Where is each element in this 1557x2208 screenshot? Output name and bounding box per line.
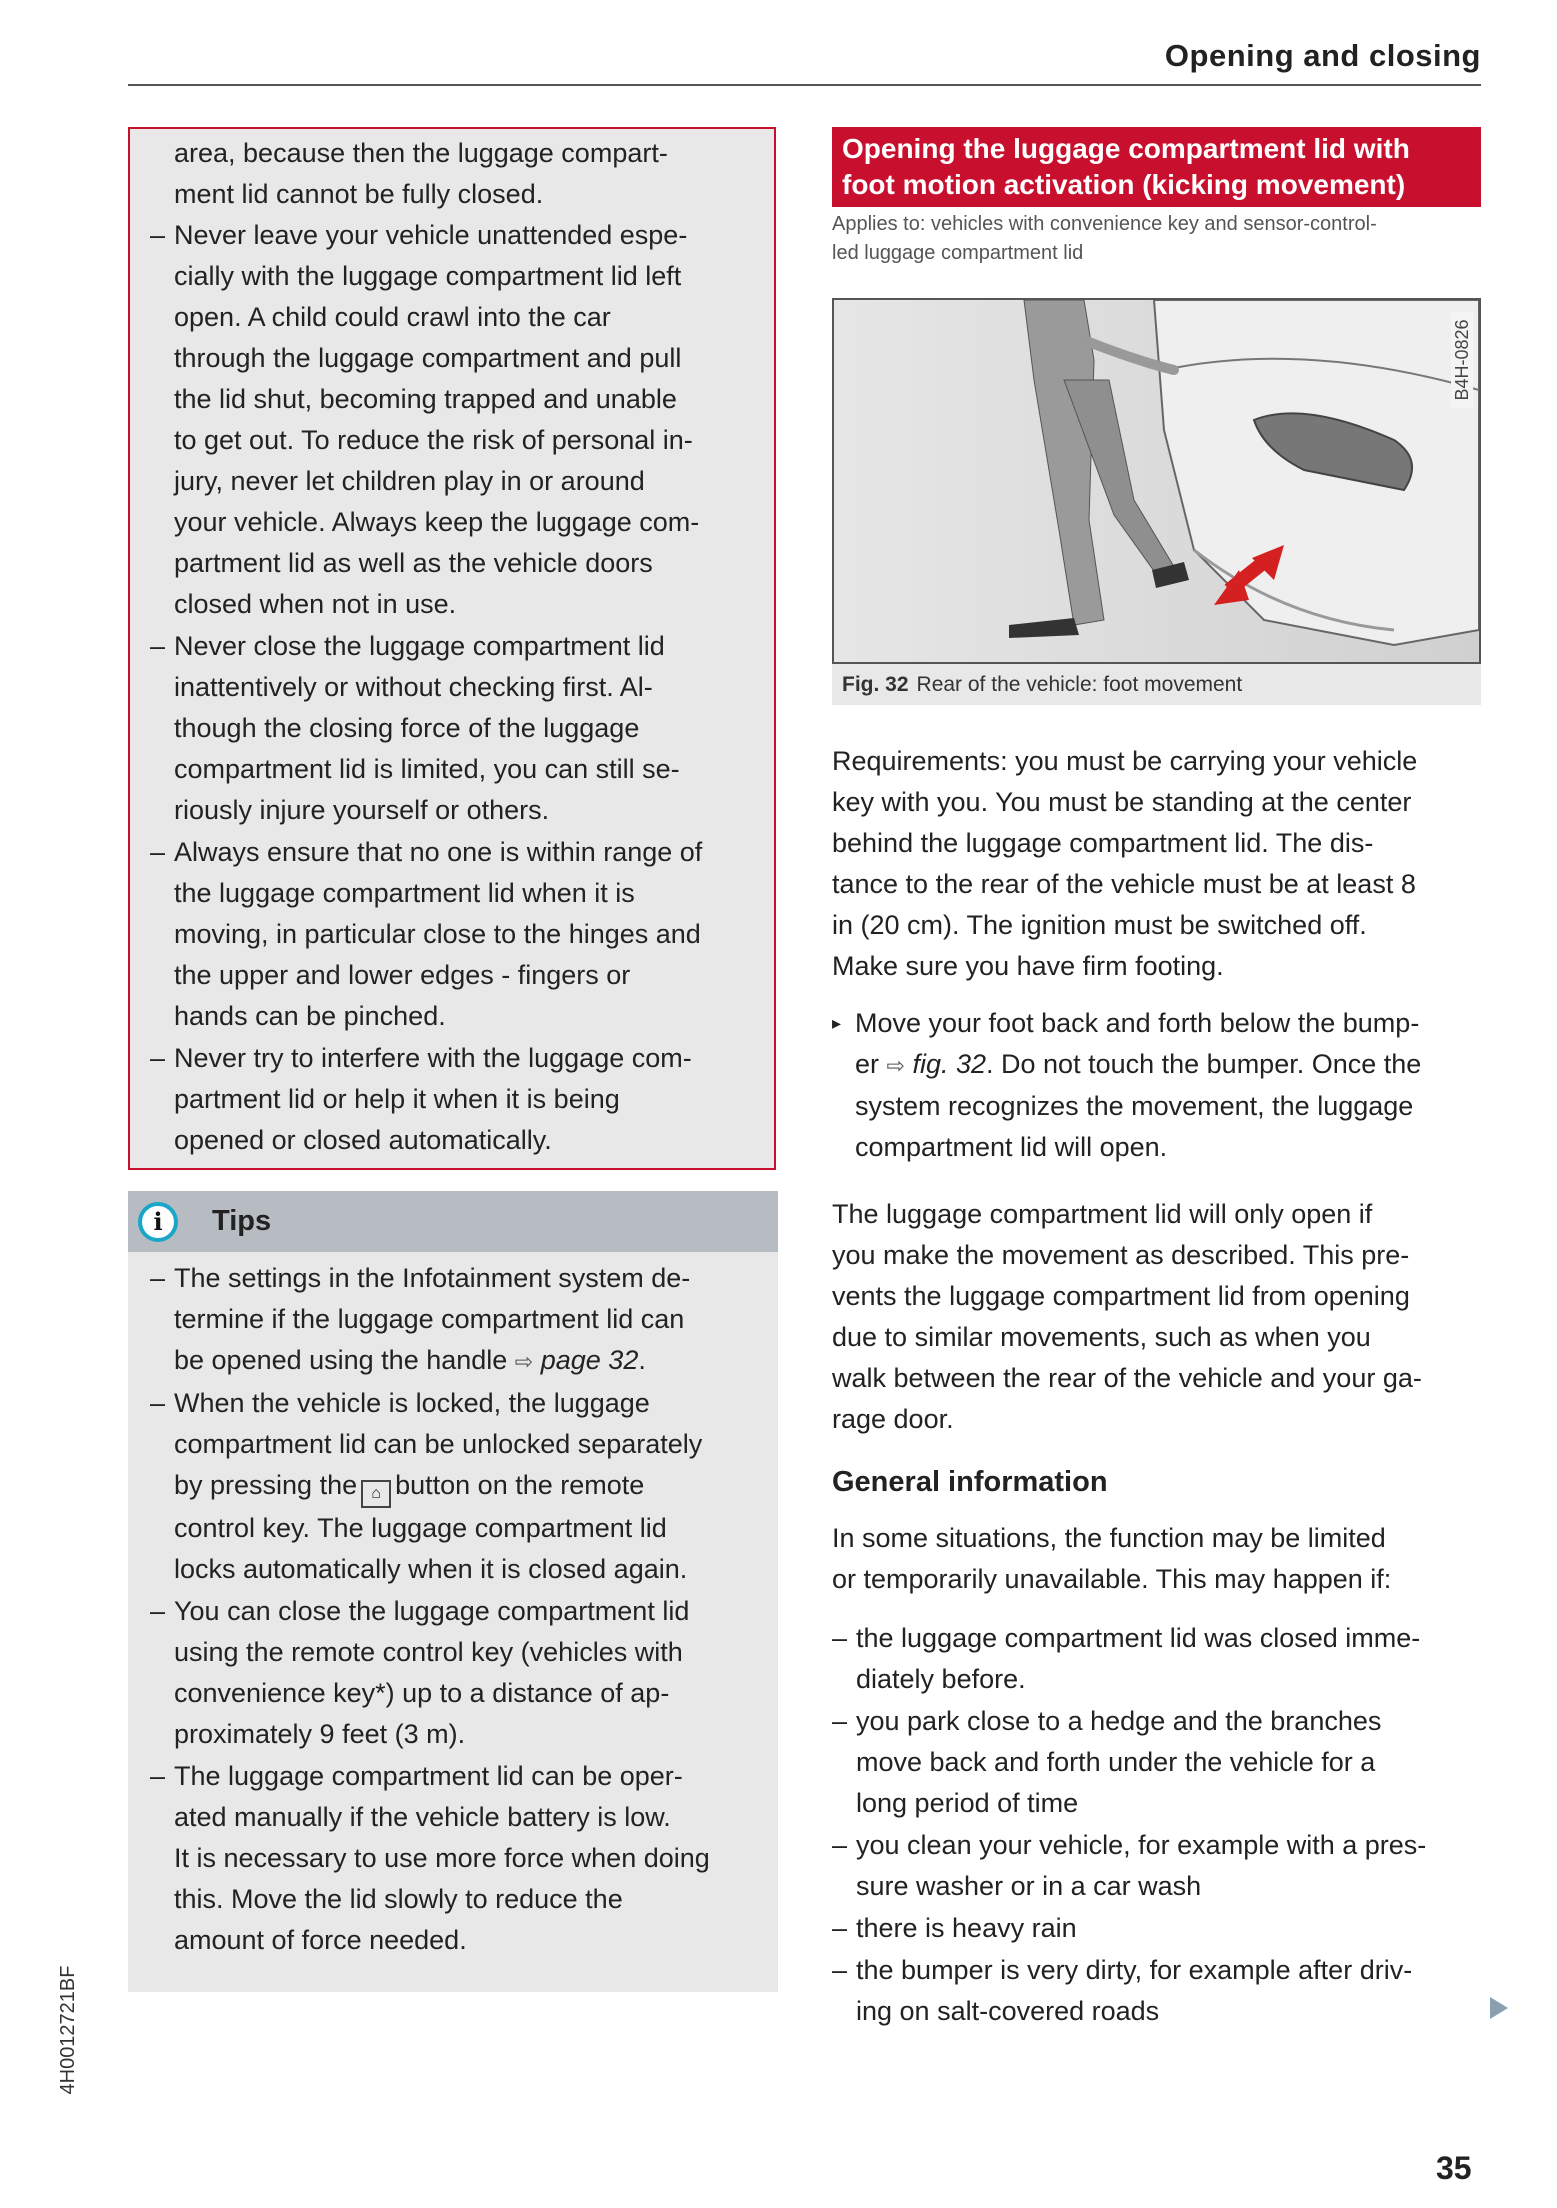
dash-marker: – (150, 631, 166, 661)
text-line: the bumper is very dirty, for example after driv- (856, 1955, 1413, 1985)
list-item-text (174, 626, 768, 831)
text-line (174, 1340, 772, 1382)
figure-caption-text: Rear of the vehicle: foot movement (916, 673, 1243, 696)
text-line: the lid shut, becoming trapped and unable (174, 384, 677, 414)
text-line: through the luggage compartment and pull (174, 343, 682, 373)
list-item-text (174, 832, 768, 1037)
text-line: locks automatically when it is closed again. (174, 1554, 688, 1584)
text-line: opened or closed automatically. (174, 1125, 552, 1155)
dash-marker: – (150, 1596, 166, 1626)
car-rear-foot-illustration (834, 300, 1479, 662)
note-paragraph (832, 1194, 1481, 1440)
text-line: Never close the luggage compartment lid (174, 631, 665, 661)
list-item (832, 1950, 1481, 2032)
text-line: You can close the luggage compartment lid (174, 1596, 690, 1626)
cross-reference: page 32 (533, 1345, 639, 1375)
list-item (150, 832, 768, 1037)
text-line: walk between the rear of the vehicle and your ga- (832, 1363, 1422, 1393)
tips-label: Tips (212, 1205, 272, 1237)
text-line (174, 1465, 772, 1508)
list-item (832, 1701, 1481, 1824)
list-item (150, 626, 768, 831)
text-line: In some situations, the function may be limited (832, 1523, 1386, 1553)
text-line: Never leave your vehicle unattended espe- (174, 220, 688, 250)
header-rule (128, 84, 1481, 86)
cross-reference: fig. 32 (904, 1049, 987, 1079)
step-text (855, 1003, 1421, 1168)
text-line: to get out. To reduce the risk of personal in- (174, 425, 693, 455)
text-line: control key. The luggage compartment lid (174, 1513, 667, 1543)
section-title (832, 127, 1481, 207)
dash-marker: – (832, 1623, 848, 1653)
text-line: you make the movement as described. This pre- (832, 1240, 1410, 1270)
warning-list (150, 215, 768, 1161)
text-line: hands can be pinched. (174, 1001, 446, 1031)
dash-marker: – (150, 837, 166, 867)
text-line: vents the luggage compartment lid from opening (832, 1281, 1410, 1311)
list-item-text (174, 215, 768, 625)
step-bullet-icon: ▸ (832, 1013, 842, 1033)
text-line: The luggage compartment lid can be oper- (174, 1761, 683, 1791)
dash-marker: – (150, 1388, 166, 1418)
text-line: Move your foot back and forth below the bump- (855, 1008, 1420, 1038)
text-line: rage door. (832, 1404, 954, 1434)
text-line: the luggage compartment lid when it is (174, 878, 635, 908)
list-item-text (856, 1908, 1481, 1949)
text-line: compartment lid can be unlocked separately (174, 1429, 703, 1459)
dash-marker: – (150, 1043, 166, 1073)
page-number: 35 (1436, 2150, 1472, 2186)
text-line: proximately 9 feet (3 m). (174, 1719, 466, 1749)
text-line: cially with the luggage compartment lid left (174, 261, 682, 291)
warning-continuation (150, 133, 768, 215)
list-item-text (174, 1756, 772, 1961)
text-segment: er (855, 1049, 887, 1079)
text-line: amount of force needed. (174, 1925, 467, 1955)
text-line: moving, in particular close to the hinges and (174, 919, 701, 949)
text-segment: button on the remote (395, 1470, 645, 1500)
text-line: the luggage compartment lid was closed imme- (856, 1623, 1421, 1653)
text-line: open. A child could crawl into the car (174, 302, 611, 332)
text-line: ing on salt-covered roads (856, 1996, 1160, 2026)
reference-arrow-icon: ⇨ (514, 1349, 534, 1374)
right-column (832, 127, 1481, 2033)
text-line: Never try to interfere with the luggage com- (174, 1043, 692, 1073)
list-item (150, 1258, 772, 1382)
text-line: compartment lid is limited, you can still se- (174, 754, 680, 784)
text-line: though the closing force of the luggage (174, 713, 640, 743)
text-line: When the vehicle is locked, the luggage (174, 1388, 650, 1418)
text-line (855, 1044, 1421, 1086)
list-item-text (856, 1701, 1481, 1824)
conditions-list (832, 1618, 1481, 2032)
text-line: Applies to: vehicles with convenience key and sensor-control- (832, 213, 1377, 235)
text-line: Requirements: you must be carrying your vehicle (832, 746, 1418, 776)
text-line: move back and forth under the vehicle for a (856, 1747, 1376, 1777)
text-line: jury, never let children play in or around (174, 466, 645, 496)
text-line: foot motion activation (kicking movement) (842, 169, 1406, 200)
text-line: It is necessary to use more force when doing (174, 1843, 710, 1873)
document-code: 4H0012721BF (57, 1965, 79, 2095)
text-line: this. Move the lid slowly to reduce the (174, 1884, 623, 1914)
list-item (150, 215, 768, 625)
text-line: system recognizes the movement, the luggage (855, 1091, 1414, 1121)
list-item (832, 1825, 1481, 1907)
text-line: led luggage compartment lid (832, 242, 1084, 264)
text-line: riously injure yourself or others. (174, 795, 550, 825)
continue-arrow-icon (1490, 1997, 1508, 2019)
info-icon: i (138, 1202, 178, 1242)
text-line: you clean your vehicle, for example with a pres- (856, 1830, 1427, 1860)
text-segment: . (638, 1345, 646, 1375)
general-information-heading: General information (832, 1466, 1108, 1498)
text-line: in (20 cm). The ignition must be switched off. (832, 910, 1367, 940)
list-item (832, 1908, 1481, 1949)
general-intro-paragraph (832, 1518, 1481, 1600)
text-line: there is heavy rain (856, 1913, 1077, 1943)
list-item-text (174, 1038, 768, 1161)
text-line: ment lid cannot be fully closed. (174, 179, 544, 209)
text-line: key with you. You must be standing at the center (832, 787, 1412, 817)
list-item (832, 1618, 1481, 1700)
instruction-step (832, 1003, 1481, 1168)
left-column (128, 127, 778, 1992)
text-line: The settings in the Infotainment system de- (174, 1263, 691, 1293)
text-line: diately before. (856, 1664, 1026, 1694)
text-line: Make sure you have firm footing. (832, 951, 1224, 981)
text-segment: . Do not touch the bumper. Once the (986, 1049, 1422, 1079)
text-line: The luggage compartment lid will only open if (832, 1199, 1373, 1229)
warning-box (128, 127, 776, 1170)
figure-code: B4H-0826 (1451, 312, 1473, 408)
tips-list (128, 1252, 778, 1961)
text-segment: by pressing the (174, 1470, 358, 1500)
text-line: Opening the luggage compartment lid with (842, 133, 1410, 164)
list-item-text (174, 1383, 772, 1590)
dash-marker: – (832, 1706, 848, 1736)
text-line: Always ensure that no one is within range of (174, 837, 703, 867)
text-line: partment lid or help it when it is being (174, 1084, 620, 1114)
list-item-text (856, 1950, 1481, 2032)
list-item (150, 1038, 768, 1161)
text-line: compartment lid will open. (855, 1132, 1168, 1162)
figure-32-illustration (832, 298, 1481, 664)
list-item-text (856, 1825, 1481, 1907)
section-header-title: Opening and closing (1164, 38, 1481, 73)
text-line: the upper and lower edges - fingers or (174, 960, 631, 990)
tips-box (128, 1191, 778, 1992)
text-line: behind the luggage compartment lid. The dis- (832, 828, 1374, 858)
text-line: tance to the rear of the vehicle must be at least 8 (832, 869, 1416, 899)
text-line: you park close to a hedge and the branches (856, 1706, 1382, 1736)
list-item (150, 1383, 772, 1590)
reference-arrow-icon: ⇨ (886, 1053, 905, 1078)
text-line: termine if the luggage compartment lid can (174, 1304, 685, 1334)
text-line: area, because then the luggage compart- (174, 138, 668, 168)
dash-marker: – (832, 1830, 848, 1860)
text-line: inattentively or without checking first. Al- (174, 672, 653, 702)
text-line: ated manually if the vehicle battery is low. (174, 1802, 671, 1832)
text-line: partment lid as well as the vehicle doors (174, 548, 653, 578)
list-item-text (174, 1258, 772, 1382)
text-line: or temporarily unavailable. This may happen if: (832, 1564, 1392, 1594)
list-item (150, 1591, 772, 1755)
text-segment: be opened using the handle (174, 1345, 515, 1375)
dash-marker: – (832, 1913, 848, 1943)
dash-marker: – (150, 1761, 166, 1791)
figure-caption (832, 664, 1481, 705)
text-line: convenience key*) up to a distance of ap- (174, 1678, 670, 1708)
text-line: long period of time (856, 1788, 1079, 1818)
text-line: sure washer or in a car wash (856, 1871, 1202, 1901)
requirements-paragraph (832, 741, 1481, 987)
list-item-text (174, 1591, 772, 1755)
text-line: due to similar movements, such as when you (832, 1322, 1371, 1352)
text-line: using the remote control key (vehicles with (174, 1637, 683, 1667)
dash-marker: – (832, 1955, 848, 1985)
text-line: closed when not in use. (174, 589, 457, 619)
list-item (150, 1756, 772, 1961)
figure-label: Fig. 32 (842, 673, 909, 696)
dash-marker: – (150, 220, 166, 250)
luggage-compartment-button-icon: ⌂ (361, 1480, 391, 1508)
tips-header (128, 1191, 778, 1252)
list-item-text (856, 1618, 1481, 1700)
text-line: your vehicle. Always keep the luggage com- (174, 507, 700, 537)
applies-to-note (832, 210, 1481, 268)
dash-marker: – (150, 1263, 166, 1293)
